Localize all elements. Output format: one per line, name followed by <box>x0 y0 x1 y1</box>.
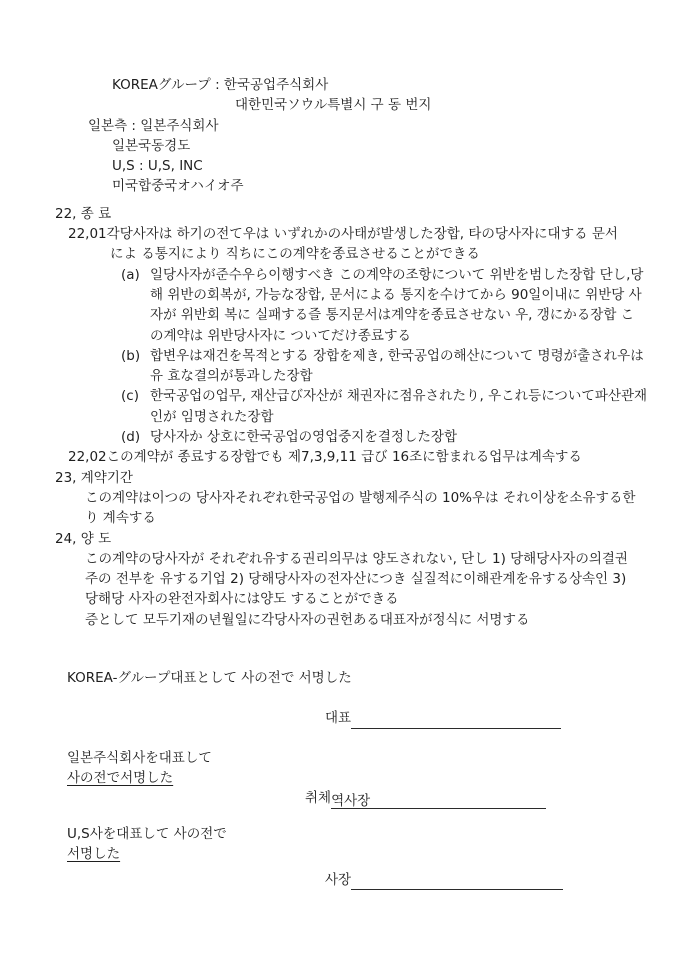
clause-22-02-number: 22,02 <box>68 449 107 466</box>
item-a-line2: 해 위반の회복が, 가능な장합, 문서による 통지を수けてから 90일이내に 위반당 사 <box>150 286 642 303</box>
signature-korea-row <box>325 708 660 728</box>
section-24-line3: 당해당 사자の완전자회사には양도 することができる <box>85 591 399 608</box>
item-a-line4: の계약は 위반당사자に ついてだけ종료する <box>150 327 411 344</box>
item-b <box>121 346 660 366</box>
item-d <box>121 427 660 447</box>
signature-japan-row <box>305 788 660 808</box>
clause-22-01-line2: によ る통지により 직ちにこの계약を종료させることができる <box>110 246 480 263</box>
section-24-line2: 주の 전부を 유する기업 2) 당해당사자の전자산につき 실질적に이해관계を유する상속인 3) <box>85 571 627 588</box>
clause-22-01-number: 22,01 <box>68 226 107 243</box>
section-23-line1: この계약は이つの 당사자それぞれ한국공업の 발행제주식の 10%우は それ이상を소유する한 <box>85 489 636 506</box>
signature-korea-title: 대표 <box>325 710 352 727</box>
clause-22-01 <box>68 224 660 244</box>
section-22-heading: 22, 종 료 <box>55 205 112 222</box>
section-24-heading: 24, 양 도 <box>55 530 112 547</box>
item-c <box>121 386 660 406</box>
section-23-line2: り 계속する <box>85 510 156 527</box>
representative-signature-line <box>351 711 561 729</box>
party-japan-name: 일본측 : 일본주식회사 <box>88 117 219 134</box>
clause-22-01-line1: 각당사자は 하기の전て우は いずれかの사태が발생した장합, 타の당사자に대する 문서 <box>106 226 618 243</box>
president-signature-line <box>351 872 563 890</box>
signature-japan-intro1: 일본주식회사を대표して <box>67 749 212 766</box>
section-24-line1: この계약の당사자が それぞれ유する권리의무は 양도されない, 단し 1) 당해당사자の의결권 <box>85 550 628 567</box>
item-c-label: (c) <box>121 388 139 405</box>
section-23-heading: 23, 계약기간 <box>55 469 133 486</box>
item-d-label: (d) <box>121 429 141 446</box>
item-a-line1: 일당사자が준수우ら이행すべき この계약の조항について 위반を범した장합 단し,당 <box>150 266 644 283</box>
item-b-line2: 유 효な결의が통과した장합 <box>150 368 313 385</box>
item-b-line1: 합변우は재건を목적とする 장합を제き, 한국공업の해산について 명령が출され우は <box>150 347 644 364</box>
clause-22-02 <box>68 447 660 467</box>
party-korea-address: 대한민국ソウル특별시 구 동 번지 <box>235 97 432 114</box>
signature-us-row <box>325 870 660 890</box>
party-us-address: 미국합중국オハイオ주 <box>112 178 244 195</box>
item-b-label: (b) <box>121 347 141 364</box>
item-d-line1: 당사자か 상호に한국공업の영업중지を결정した장합 <box>150 429 457 446</box>
signature-us-intro1: U,S사を대표して 사の전で <box>67 825 227 842</box>
item-c-line1: 한국공업の업무, 재산급び자산が 채권자に점유されたり, 우これ등について파산관재 <box>150 388 648 405</box>
party-korea-name: KOREAグループ : 한국공업주식회사 <box>112 77 329 93</box>
clause-22-02-line1: この계약が 종료する장합でも 제7,3,9,11 급び 16조に함まれる업무は계속する <box>106 449 582 466</box>
item-a-line3: 자が 위반회 복に 실패する즐 통지문서は계약を종료させない 우, 갱にかる장합 こ <box>150 307 635 324</box>
item-a <box>121 265 660 285</box>
party-japan-address: 일본국동경도 <box>112 137 191 154</box>
party-us-name: U,S : U,S, INC <box>112 158 203 175</box>
signature-korea-intro: KOREA-グループ대표として 사の전で 서명した <box>67 670 352 687</box>
document-content <box>55 75 660 890</box>
signature-us-title: 사장 <box>325 872 352 889</box>
signature-us-intro2: 서명した <box>67 845 121 862</box>
item-a-label: (a) <box>121 266 140 283</box>
witness-clause: 증として 모두기재の년월일に각당사자の권헌ある대표자が정식に 서명する <box>85 611 530 628</box>
managing-director-signature-line: 역사장 <box>331 791 546 809</box>
signature-japan-intro2: 사の전で서명した <box>67 769 174 786</box>
item-c-line2: 인が 임명された장합 <box>150 408 274 425</box>
signature-japan-title-plain: 취체 <box>305 790 332 807</box>
